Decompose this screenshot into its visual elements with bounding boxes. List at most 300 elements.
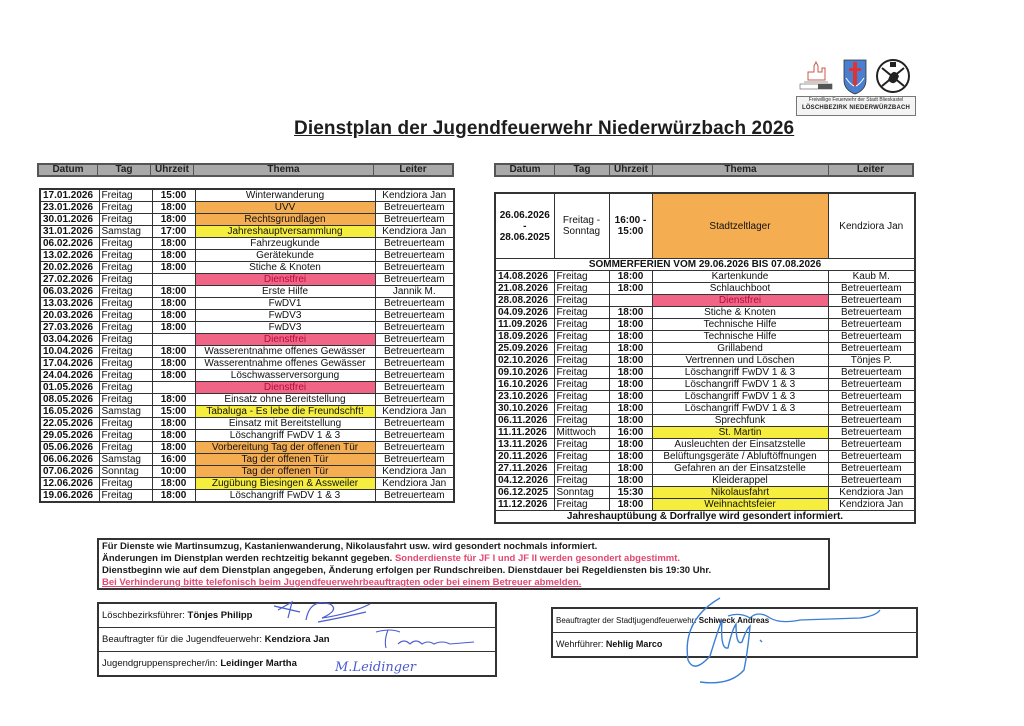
table-row xyxy=(495,415,915,427)
cell-time: 18:00 xyxy=(609,499,652,511)
cell-leader: Betreuerteam xyxy=(375,346,454,358)
cell-time: 18:00 xyxy=(609,283,652,295)
cell-day: Freitag xyxy=(99,189,152,202)
cell-time: 18:00 xyxy=(152,250,195,262)
cell-day: Freitag xyxy=(554,379,609,391)
cell-time: 18:00 xyxy=(609,475,652,487)
cell-date: 22.05.2026 xyxy=(40,418,99,430)
town-logo-icon xyxy=(800,62,832,89)
cell-topic: Gefahren an der Einsatzstelle xyxy=(652,463,828,475)
table-row xyxy=(40,238,454,250)
signature-row: Löschbezirksführer: Tönjes Philipp xyxy=(99,604,495,628)
cell-day: Freitag xyxy=(554,403,609,415)
cell-topic: Technische Hilfe xyxy=(652,331,828,343)
cell-topic: FwDV3 xyxy=(195,310,375,322)
table-row xyxy=(40,262,454,274)
cell-date: 11.09.2026 xyxy=(495,319,554,331)
table-row xyxy=(40,214,454,226)
table-row xyxy=(495,319,915,331)
table-row xyxy=(40,286,454,298)
cell-day: Freitag xyxy=(554,439,609,451)
cell-day: Mittwoch xyxy=(554,427,609,439)
signature-row: Wehrführer: Nehlig Marco xyxy=(556,639,663,649)
cell-day: Freitag xyxy=(554,331,609,343)
cell-time xyxy=(609,295,652,307)
cell-time: 18:00 xyxy=(152,298,195,310)
cell-date: 11.11.2026 xyxy=(495,427,554,439)
cell-date: 25.09.2026 xyxy=(495,343,554,355)
table-row xyxy=(495,475,915,487)
schedule-table-second-half xyxy=(494,192,916,524)
cell-topic: Dienstfrei xyxy=(195,334,375,346)
cell-topic: Nikolausfahrt xyxy=(652,487,828,499)
table-row xyxy=(495,343,915,355)
cell-time: 18:00 xyxy=(609,343,652,355)
cell-topic: Einsatz ohne Bereitstellung xyxy=(195,394,375,406)
table-row xyxy=(495,355,915,367)
table-row xyxy=(40,250,454,262)
cell-topic: Erste Hilfe xyxy=(195,286,375,298)
header-uhrzeit: Uhrzeit xyxy=(610,165,653,175)
cell-time xyxy=(152,334,195,346)
fire-brigade-emblem-icon xyxy=(877,60,909,92)
cell-date: 16.05.2026 xyxy=(40,406,99,418)
cell-day: Freitag xyxy=(99,418,152,430)
table-row xyxy=(40,189,454,202)
cell-leader: Betreuerteam xyxy=(375,382,454,394)
cell-topic: Stiche & Knoten xyxy=(195,262,375,274)
table-row-camp xyxy=(495,193,915,259)
cell-time: 16:00 xyxy=(609,427,652,439)
cell-topic: Tag der offenen Tür xyxy=(195,454,375,466)
fire-brigade-logo xyxy=(796,58,916,116)
cell-topic: Dienstfrei xyxy=(195,274,375,286)
cell-leader: Betreuerteam xyxy=(828,463,915,475)
cell-day: Freitag xyxy=(99,274,152,286)
summer-holiday-banner: SOMMERFERIEN VOM 29.06.2026 BIS 07.08.2026 xyxy=(495,259,915,271)
cell-topic: Stadtzeltlager xyxy=(652,193,828,259)
cell-day: Freitag xyxy=(554,415,609,427)
cell-day: Samstag xyxy=(99,226,152,238)
right-table-header xyxy=(494,163,914,177)
cell-day: Freitag xyxy=(554,343,609,355)
cell-time: 18:00 xyxy=(609,463,652,475)
cell-leader: Kendziora Jan xyxy=(375,406,454,418)
table-row xyxy=(40,478,454,490)
cell-time: 18:00 xyxy=(609,355,652,367)
cell-time: 18:00 xyxy=(152,322,195,334)
cell-topic: Winterwanderung xyxy=(195,189,375,202)
table-row xyxy=(40,382,454,394)
cell-topic: Einsatz mit Bereitstellung xyxy=(195,418,375,430)
table-row xyxy=(495,403,915,415)
footer-note-row xyxy=(495,511,915,524)
cell-date: 27.03.2026 xyxy=(40,322,99,334)
cell-time: 17:00 xyxy=(152,226,195,238)
cell-day: Freitag xyxy=(99,334,152,346)
table-row xyxy=(40,418,454,430)
cell-date: 07.06.2026 xyxy=(40,466,99,478)
cell-day: Freitag xyxy=(554,355,609,367)
cell-day: Freitag xyxy=(99,358,152,370)
table-row xyxy=(40,358,454,370)
cell-date: 13.11.2026 xyxy=(495,439,554,451)
cell-leader: Kendziora Jan xyxy=(828,193,915,259)
cell-time: 18:00 xyxy=(609,451,652,463)
cell-date: 26.06.2026 - 28.06.2025 xyxy=(495,193,554,259)
note-line-3: Dienstbeginn wie auf dem Dienstplan angegeben, Änderung erfolgen per Rundschreiben. Dienstdauer bei Regeldiensten bis 19:30 Uhr. xyxy=(102,565,712,576)
cell-leader: Betreuerteam xyxy=(375,358,454,370)
cell-day: Freitag xyxy=(99,250,152,262)
table-row xyxy=(495,463,915,475)
cell-date: 30.10.2026 xyxy=(495,403,554,415)
schedule-table-first-half xyxy=(39,188,455,503)
cell-topic: Technische Hilfe xyxy=(652,319,828,331)
cell-topic: Dienstfrei xyxy=(652,295,828,307)
cell-leader: Kendziora Jan xyxy=(375,466,454,478)
cell-day: Freitag xyxy=(99,394,152,406)
cell-time: 18:00 xyxy=(609,391,652,403)
cell-time: 15:30 xyxy=(609,487,652,499)
cell-topic: Wasserentnahme offenes Gewässer xyxy=(195,346,375,358)
cell-topic: Fahrzeugkunde xyxy=(195,238,375,250)
cell-date: 27.02.2026 xyxy=(40,274,99,286)
table-row xyxy=(495,283,915,295)
cell-topic: Sprechfunk xyxy=(652,415,828,427)
left-table-header xyxy=(37,163,454,177)
cell-time: 18:00 xyxy=(609,319,652,331)
footer-note: Jahreshauptübung & Dorfrallye wird gesondert informiert. xyxy=(495,511,915,524)
cell-time: 16:00 - 15:00 xyxy=(609,193,652,259)
cell-date: 18.09.2026 xyxy=(495,331,554,343)
cell-time: 18:00 xyxy=(152,394,195,406)
signature-leidinger: M.Leidinger xyxy=(335,660,417,675)
cell-leader: Betreuerteam xyxy=(375,202,454,214)
table-row xyxy=(495,271,915,283)
table-row xyxy=(495,487,915,499)
cell-topic: Dienstfrei xyxy=(195,382,375,394)
cell-leader: Betreuerteam xyxy=(828,343,915,355)
cell-date: 19.06.2026 xyxy=(40,490,99,503)
cell-day: Freitag xyxy=(554,295,609,307)
note-line-2: Änderungen im Dienstplan werden rechtzeitig bekannt gegeben. Sonderdienste für JF I und JF II werden gesondert abgestimmt. xyxy=(102,553,681,564)
signature-row: Jugendgruppensprecher/in: Leidinger Martha xyxy=(102,658,297,669)
cell-day: Sonntag xyxy=(99,466,152,478)
cell-time xyxy=(152,274,195,286)
table-row xyxy=(495,391,915,403)
table-row xyxy=(40,346,454,358)
cell-date: 13.03.2026 xyxy=(40,298,99,310)
cell-day: Sonntag xyxy=(554,487,609,499)
cell-leader: Jannik M. xyxy=(375,286,454,298)
table-row xyxy=(495,451,915,463)
cell-date: 23.01.2026 xyxy=(40,202,99,214)
note-line-1: Für Dienste wie Martinsumzug, Kastanienwanderung, Nikolausfahrt usw. wird gesondert nochmals informiert. xyxy=(102,541,598,552)
cell-leader: Betreuerteam xyxy=(375,418,454,430)
cell-time: 18:00 xyxy=(609,331,652,343)
cell-time: 18:00 xyxy=(609,367,652,379)
cell-date: 20.02.2026 xyxy=(40,262,99,274)
table-row xyxy=(40,394,454,406)
cell-topic: Löschangriff FwDV 1 & 3 xyxy=(195,490,375,503)
cell-time: 18:00 xyxy=(609,403,652,415)
cell-leader: Betreuerteam xyxy=(375,370,454,382)
cell-leader: Tönjes P. xyxy=(828,355,915,367)
note-line-4: Bei Verhinderung bitte telefonisch beim Jugendfeuerwehrbeauftragten oder bei einem Betreuer abmelden. xyxy=(102,577,582,588)
cell-day: Freitag xyxy=(99,346,152,358)
cell-time: 18:00 xyxy=(152,358,195,370)
cell-date: 13.02.2026 xyxy=(40,250,99,262)
cell-day: Freitag xyxy=(99,370,152,382)
cell-topic: FwDV3 xyxy=(195,322,375,334)
cell-time: 18:00 xyxy=(152,478,195,490)
cell-date: 20.11.2026 xyxy=(495,451,554,463)
logo-caption-line1: Freiwillige Feuerwehr der Stadt Blieskastel xyxy=(808,97,904,103)
coat-of-arms-icon xyxy=(844,60,866,94)
cell-leader: Betreuerteam xyxy=(375,442,454,454)
cell-day: Freitag - Sonntag xyxy=(554,193,609,259)
signature-box-right xyxy=(551,607,918,658)
table-row xyxy=(40,454,454,466)
cell-topic: Löschangriff FwDV 1 & 3 xyxy=(652,403,828,415)
cell-time: 18:00 xyxy=(609,439,652,451)
cell-topic: Grillabend xyxy=(652,343,828,355)
cell-time: 10:00 xyxy=(152,466,195,478)
cell-day: Freitag xyxy=(99,214,152,226)
cell-date: 17.04.2026 xyxy=(40,358,99,370)
cell-date: 14.08.2026 xyxy=(495,271,554,283)
summer-holiday-banner-row xyxy=(495,259,915,271)
table-row xyxy=(40,274,454,286)
cell-topic: FwDV1 xyxy=(195,298,375,310)
cell-day: Freitag xyxy=(99,442,152,454)
cell-date: 06.03.2026 xyxy=(40,286,99,298)
cell-day: Freitag xyxy=(99,430,152,442)
cell-date: 02.10.2026 xyxy=(495,355,554,367)
cell-topic: Vorbereitung Tag der offenen Tür xyxy=(195,442,375,454)
table-row xyxy=(495,307,915,319)
cell-leader: Betreuerteam xyxy=(828,283,915,295)
signature-box-left xyxy=(97,602,497,677)
cell-time xyxy=(152,382,195,394)
cell-date: 31.01.2026 xyxy=(40,226,99,238)
cell-time: 18:00 xyxy=(152,262,195,274)
table-row xyxy=(40,370,454,382)
cell-topic: Schlauchboot xyxy=(652,283,828,295)
table-row xyxy=(40,322,454,334)
logo-emblems xyxy=(796,58,916,96)
header-uhrzeit: Uhrzeit xyxy=(151,165,194,175)
cell-time: 18:00 xyxy=(152,430,195,442)
cell-date: 09.10.2026 xyxy=(495,367,554,379)
cell-topic: Kartenkunde xyxy=(652,271,828,283)
cell-leader: Betreuerteam xyxy=(375,298,454,310)
cell-topic: Löschangriff FwDV 1 & 3 xyxy=(195,430,375,442)
cell-date: 23.10.2026 xyxy=(495,391,554,403)
cell-time: 18:00 xyxy=(152,346,195,358)
cell-leader: Betreuerteam xyxy=(828,331,915,343)
table-row xyxy=(495,499,915,511)
cell-leader: Betreuerteam xyxy=(375,214,454,226)
cell-time: 18:00 xyxy=(152,238,195,250)
cell-day: Freitag xyxy=(554,307,609,319)
cell-day: Freitag xyxy=(99,310,152,322)
table-row xyxy=(495,367,915,379)
cell-time: 18:00 xyxy=(152,310,195,322)
cell-time: 18:00 xyxy=(152,286,195,298)
table-row xyxy=(40,490,454,503)
cell-time: 18:00 xyxy=(152,202,195,214)
table-row xyxy=(40,298,454,310)
cell-day: Freitag xyxy=(554,475,609,487)
cell-day: Freitag xyxy=(554,499,609,511)
cell-topic: Vertrennen und Löschen xyxy=(652,355,828,367)
cell-time: 18:00 xyxy=(152,214,195,226)
table-row xyxy=(40,430,454,442)
cell-leader: Betreuerteam xyxy=(828,367,915,379)
cell-date: 20.03.2026 xyxy=(40,310,99,322)
header-thema: Thema xyxy=(653,165,829,175)
table-row xyxy=(495,379,915,391)
cell-date: 30.01.2026 xyxy=(40,214,99,226)
cell-topic: Ausleuchten der Einsatzstelle xyxy=(652,439,828,451)
cell-topic: Löschangriff FwDV 1 & 3 xyxy=(652,391,828,403)
page-title: Dienstplan der Jugendfeuerwehr Niederwürzbach 2026 xyxy=(294,118,795,139)
cell-topic: St. Martin xyxy=(652,427,828,439)
cell-leader: Betreuerteam xyxy=(375,238,454,250)
cell-time: 15:00 xyxy=(152,189,195,202)
cell-date: 05.06.2026 xyxy=(40,442,99,454)
cell-date: 04.12.2026 xyxy=(495,475,554,487)
cell-topic: Löschwasserversorgung xyxy=(195,370,375,382)
table-row xyxy=(40,466,454,478)
cell-date: 06.12.2025 xyxy=(495,487,554,499)
cell-time: 18:00 xyxy=(152,370,195,382)
cell-leader: Betreuerteam xyxy=(375,394,454,406)
cell-leader: Kaub M. xyxy=(828,271,915,283)
table-row xyxy=(40,406,454,418)
cell-leader: Betreuerteam xyxy=(828,379,915,391)
cell-date: 24.04.2026 xyxy=(40,370,99,382)
cell-date: 06.02.2026 xyxy=(40,238,99,250)
table-row xyxy=(495,439,915,451)
cell-time: 18:00 xyxy=(609,307,652,319)
cell-topic: Rechtsgrundlagen xyxy=(195,214,375,226)
cell-leader: Kendziora Jan xyxy=(375,189,454,202)
cell-day: Freitag xyxy=(99,262,152,274)
cell-date: 04.09.2026 xyxy=(495,307,554,319)
cell-topic: Tag der offenen Tür xyxy=(195,466,375,478)
cell-time: 18:00 xyxy=(609,379,652,391)
cell-topic: Weihnachtsfeier xyxy=(652,499,828,511)
logo-caption-line2: LÖSCHBEZIRK NIEDERWÜRZBACH xyxy=(801,105,911,111)
table-row xyxy=(40,226,454,238)
header-tag: Tag xyxy=(98,165,151,175)
cell-date: 12.06.2026 xyxy=(40,478,99,490)
cell-leader: Betreuerteam xyxy=(828,439,915,451)
cell-leader: Betreuerteam xyxy=(828,391,915,403)
cell-topic: Belüftungsgeräte / Abluftöffnungen xyxy=(652,451,828,463)
cell-leader: Betreuerteam xyxy=(375,454,454,466)
cell-leader: Betreuerteam xyxy=(828,403,915,415)
table-row xyxy=(40,334,454,346)
table-row xyxy=(495,295,915,307)
cell-leader: Betreuerteam xyxy=(375,334,454,346)
cell-leader: Betreuerteam xyxy=(828,415,915,427)
cell-day: Freitag xyxy=(99,286,152,298)
cell-date: 06.11.2026 xyxy=(495,415,554,427)
cell-leader: Kendziora Jan xyxy=(828,487,915,499)
header-datum: Datum xyxy=(496,165,555,175)
cell-day: Freitag xyxy=(554,451,609,463)
cell-date: 06.06.2026 xyxy=(40,454,99,466)
cell-day: Freitag xyxy=(554,271,609,283)
logo-caption xyxy=(796,96,916,116)
table-row xyxy=(40,442,454,454)
cell-date: 11.12.2026 xyxy=(495,499,554,511)
cell-leader: Betreuerteam xyxy=(375,490,454,503)
signature-row: Beauftragter für die Jugendfeuerwehr: Kendziora Jan xyxy=(99,628,495,652)
table-row xyxy=(495,427,915,439)
cell-leader: Betreuerteam xyxy=(828,451,915,463)
cell-day: Samstag xyxy=(99,406,152,418)
cell-day: Freitag xyxy=(99,202,152,214)
cell-day: Samstag xyxy=(99,454,152,466)
cell-topic: UVV xyxy=(195,202,375,214)
cell-leader: Kendziora Jan xyxy=(375,226,454,238)
cell-topic: Stiche & Knoten xyxy=(652,307,828,319)
cell-date: 29.05.2026 xyxy=(40,430,99,442)
cell-leader: Betreuerteam xyxy=(375,310,454,322)
header-thema: Thema xyxy=(194,165,374,175)
cell-day: Freitag xyxy=(554,319,609,331)
cell-topic: Jahreshauptversammlung xyxy=(195,226,375,238)
cell-leader: Kendziora Jan xyxy=(828,499,915,511)
cell-leader: Betreuerteam xyxy=(375,430,454,442)
cell-leader: Betreuerteam xyxy=(375,262,454,274)
cell-date: 10.04.2026 xyxy=(40,346,99,358)
cell-leader: Betreuerteam xyxy=(828,475,915,487)
cell-date: 28.08.2026 xyxy=(495,295,554,307)
cell-date: 01.05.2026 xyxy=(40,382,99,394)
cell-time: 16:00 xyxy=(152,454,195,466)
signature-row: Beauftragter der Stadtjugendfeuerwehr: Schiweck Andreas xyxy=(553,609,916,633)
cell-topic: Tabaluga - Es lebe die Freundschft! xyxy=(195,406,375,418)
cell-day: Freitag xyxy=(554,463,609,475)
table-row xyxy=(40,310,454,322)
cell-date: 08.05.2026 xyxy=(40,394,99,406)
header-tag: Tag xyxy=(555,165,610,175)
cell-date: 03.04.2026 xyxy=(40,334,99,346)
notes-box xyxy=(97,538,830,590)
cell-day: Freitag xyxy=(99,478,152,490)
cell-topic: Zugübung Biesingen & Assweiler xyxy=(195,478,375,490)
table-row xyxy=(495,331,915,343)
cell-topic: Löschangriff FwDV 1 & 3 xyxy=(652,367,828,379)
cell-topic: Wasserentnahme offenes Gewässer xyxy=(195,358,375,370)
cell-topic: Kleiderappel xyxy=(652,475,828,487)
cell-date: 17.01.2026 xyxy=(40,189,99,202)
cell-topic: Gerätekunde xyxy=(195,250,375,262)
cell-leader: Kendziora Jan xyxy=(375,478,454,490)
cell-leader: Betreuerteam xyxy=(375,274,454,286)
cell-day: Freitag xyxy=(99,322,152,334)
cell-time: 18:00 xyxy=(609,415,652,427)
cell-time: 15:00 xyxy=(152,406,195,418)
cell-date: 16.10.2026 xyxy=(495,379,554,391)
cell-day: Freitag xyxy=(99,490,152,503)
cell-leader: Betreuerteam xyxy=(375,322,454,334)
